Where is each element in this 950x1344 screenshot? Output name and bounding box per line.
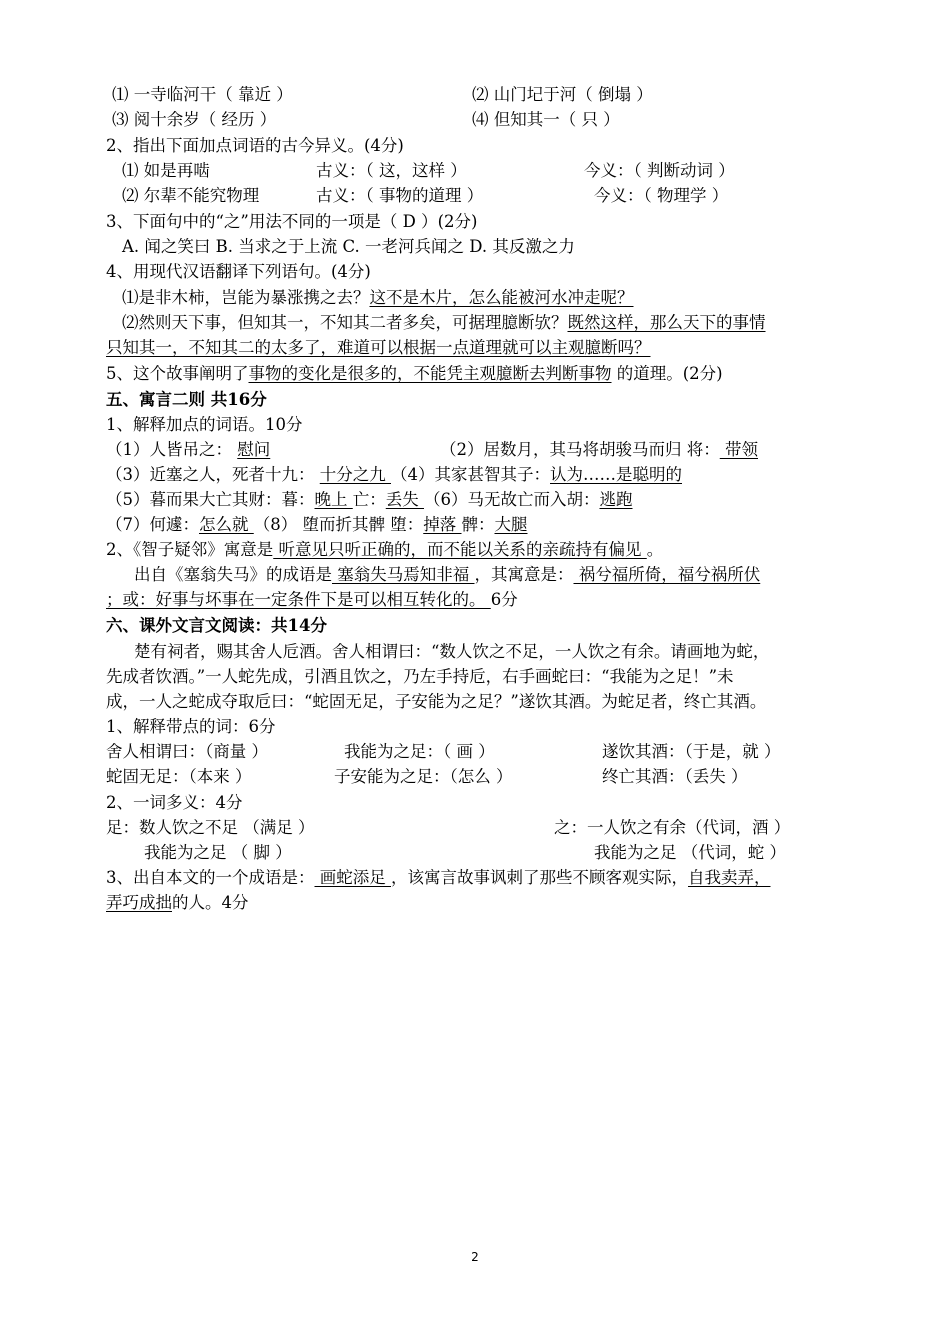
text-line	[134, 640, 769, 664]
question-text: 6分	[490, 590, 518, 609]
text-line	[106, 336, 651, 360]
text-line	[316, 159, 467, 183]
text-line	[106, 690, 766, 714]
question-text: （6）马无故亡而入胡：	[424, 490, 600, 509]
text-line	[122, 311, 766, 335]
text-line	[106, 665, 734, 689]
question-text: 。	[646, 540, 664, 559]
text-line	[122, 184, 259, 208]
text-line	[122, 286, 634, 310]
text-line	[106, 715, 276, 739]
text-line	[106, 614, 327, 638]
question-text: （5）暮而果大亡其财：暮：	[106, 490, 315, 509]
text-line	[316, 184, 483, 208]
question-text: 楚有祠者，赐其舍人卮酒。舍人相谓曰：“数人饮之不足，一人饮之有余。请画地为蛇，	[134, 642, 770, 661]
text-line	[106, 463, 682, 487]
question-text: 我能为之足 （代词，蛇 ）	[594, 843, 786, 862]
question-text: 古义：（ 事物的道理 ）	[316, 186, 484, 205]
answer-text: 丢失	[385, 490, 424, 509]
answer-text: 带领	[719, 440, 758, 459]
text-line	[106, 413, 303, 437]
question-text: 1、解释加点的词语。10分	[106, 415, 303, 434]
question-text: 1、解释带点的词：6分	[106, 717, 276, 736]
answer-text: 听意见只听正确的，而不能以关系的亲疏持有偏见	[273, 540, 647, 559]
text-line	[106, 210, 477, 234]
text-line	[106, 740, 268, 764]
answer-text: 逃跑	[599, 490, 633, 509]
text-line	[334, 765, 513, 789]
text-line	[594, 841, 786, 865]
answer-text: 只知其一，不知其二的太多了，难道可以根据一点道理就可以主观臆断吗？	[106, 338, 651, 357]
question-text: 终亡其酒：（丢失 ）	[602, 767, 748, 786]
question-text: （7）何遽：	[106, 515, 199, 534]
text-line	[106, 388, 267, 412]
question-text: 2、指出下面加点词语的古今异义。(4分)	[106, 136, 404, 155]
question-text: 我能为之足：（ 画 ）	[344, 742, 495, 761]
text-line	[122, 235, 575, 259]
text-line	[106, 588, 518, 612]
question-text: ⑵ 尔辈不能究物理	[122, 186, 260, 205]
text-line	[106, 488, 633, 512]
question-text: ，其寓意是：	[474, 565, 574, 584]
text-line	[106, 866, 771, 890]
text-line	[106, 438, 270, 462]
question-text: 舍人相谓曰：（商量 ）	[106, 742, 268, 761]
question-text: 亡：	[352, 490, 386, 509]
question-text: ⑵ 山门圮于河（ 倒塌 ）	[472, 85, 653, 104]
answer-text: 掉落	[423, 515, 462, 534]
text-line	[594, 184, 728, 208]
question-text: ⑷ 但知其一（ 只 ）	[472, 110, 620, 129]
question-text: 之：一人饮之有余（代词，酒 ）	[554, 818, 791, 837]
answer-text: ；或：好事与坏事在一定条件下是可以相互转化的。	[106, 590, 491, 609]
question-text: 今义：（ 判断动词 ）	[584, 161, 735, 180]
question-text: 五、寓言二则 共16分	[106, 390, 267, 409]
answer-text: 事物的变化是很多的，不能凭主观臆断去判断事物	[248, 364, 612, 383]
question-text: （4）其家甚智其子：	[391, 465, 550, 484]
text-line	[106, 791, 243, 815]
answer-text: 认为……是聪明的	[550, 465, 682, 484]
question-text: 3、出自本文的一个成语是：	[106, 868, 315, 887]
text-line	[472, 108, 620, 132]
text-line	[472, 83, 653, 107]
question-text: 4、用现代汉语翻译下列语句。(4分)	[106, 262, 371, 281]
question-text: 出自《塞翁失马》的成语是	[134, 565, 332, 584]
text-line	[602, 740, 781, 764]
text-line	[584, 159, 735, 183]
text-line	[106, 260, 371, 284]
answer-text: 这不是木片，怎么能被河水冲走呢？	[369, 288, 634, 307]
text-line	[106, 765, 252, 789]
answer-text: 弄巧成拙	[106, 893, 172, 912]
question-text: （8） 堕而折其髀 堕：	[253, 515, 424, 534]
answer-text: 慰问	[237, 440, 271, 459]
question-text: 的道理。(2分)	[611, 364, 723, 383]
question-text: （1）人皆吊之：	[106, 440, 238, 459]
text-line	[440, 438, 758, 462]
text-line	[106, 816, 315, 840]
question-text: ⑶ 阅十余岁（ 经历 ）	[112, 110, 277, 129]
answer-text: 既然这样，那么天下的事情	[567, 313, 766, 332]
question-text: 蛇固无足：（本来 ）	[106, 767, 252, 786]
text-line	[112, 83, 293, 107]
text-line	[106, 513, 528, 537]
answer-text: 画蛇添足	[314, 868, 391, 887]
question-text: 2、《智子疑邻》寓意是	[106, 540, 274, 559]
question-text: ⑴ 一寺临河干（ 靠近 ）	[112, 85, 293, 104]
answer-text: 晚上	[314, 490, 353, 509]
text-line	[106, 134, 404, 158]
question-text: 六、课外文言文阅读：共14分	[106, 616, 327, 635]
question-text: ，该寓言故事讽刺了那些不顾客观实际，	[391, 868, 688, 887]
text-line	[112, 108, 276, 132]
answer-text: 塞翁失马焉知非福	[332, 565, 475, 584]
text-line	[344, 740, 495, 764]
answer-text: 怎么就	[199, 515, 254, 534]
answer-text: 自我卖弄，	[688, 868, 771, 887]
answer-text: 十分之九	[319, 465, 391, 484]
text-line	[134, 563, 760, 587]
question-text: 子安能为之足：（怎么 ）	[334, 767, 513, 786]
text-line	[106, 362, 723, 386]
question-text: 的人。4分	[172, 893, 249, 912]
text-line	[144, 841, 292, 865]
question-text: ⑴ 如是再啮	[122, 161, 210, 180]
question-text: 3、下面句中的“之”用法不同的一项是（ D ）(2分)	[106, 212, 478, 231]
question-text: 今义：（ 物理学 ）	[594, 186, 729, 205]
text-line	[106, 538, 663, 562]
question-text: 先成者饮酒。”一人蛇先成，引酒且饮之，乃左手持卮，右手画蛇曰：“我能为之足！”未	[106, 667, 734, 686]
text-line	[602, 765, 748, 789]
question-text: 髀：	[461, 515, 495, 534]
text-line	[106, 891, 249, 915]
question-text: 古义：（ 这，这样 ）	[316, 161, 467, 180]
page-number: 2	[471, 1250, 479, 1264]
answer-text: 祸兮福所倚，福兮祸所伏	[573, 565, 761, 584]
question-text: A. 闻之笑曰 B. 当求之于上流 C. 一老河兵闻之 D. 其反激之力	[122, 237, 575, 256]
question-text: 足：数人饮之不足 （满足 ）	[106, 818, 315, 837]
text-line	[122, 159, 210, 183]
question-text: （2）居数月，其马将胡骏马而归 将：	[440, 440, 720, 459]
question-text: 2、一词多义：4分	[106, 793, 243, 812]
answer-text: 大腿	[494, 515, 528, 534]
question-text: 5、这个故事阐明了	[106, 364, 249, 383]
question-text: （3）近塞之人，死者十九：	[106, 465, 320, 484]
question-text: ⑴是非木柿，岂能为暴涨携之去？	[122, 288, 370, 307]
question-text: 我能为之足 （ 脚 ）	[144, 843, 292, 862]
text-line	[554, 816, 790, 840]
question-text: 成，一人之蛇成夺取卮曰：“蛇固无足，子安能为之足？”遂饮其酒。为蛇足者，终亡其酒。	[106, 692, 767, 711]
question-text: 遂饮其酒：（于是，就 ）	[602, 742, 781, 761]
question-text: ⑵然则天下事，但知其一，不知其二者多矣，可据理臆断欤？	[122, 313, 568, 332]
